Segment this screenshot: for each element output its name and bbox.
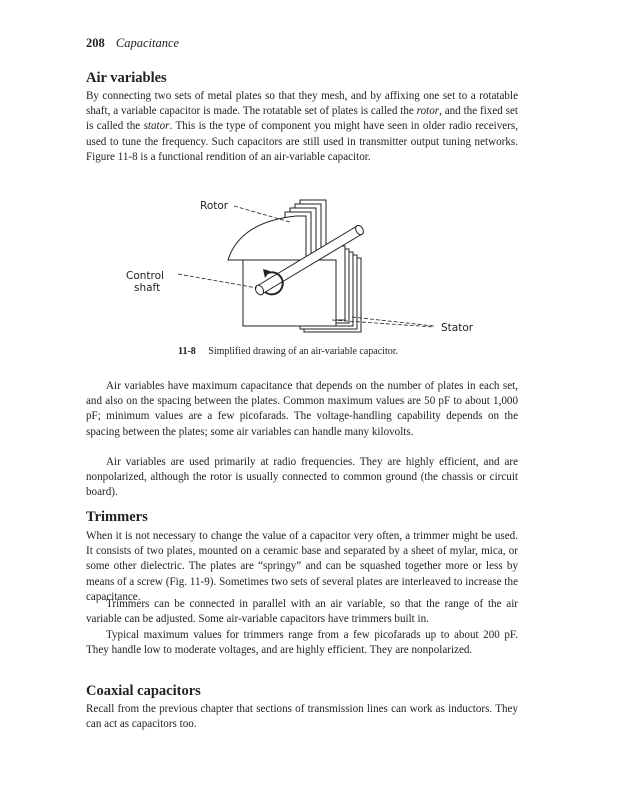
section-heading-air-variables: Air variables bbox=[86, 70, 167, 86]
paragraph-air-variables-2: Air variables have maximum capacitance that depends on the number of plates in each set, and also on the spacing between the plates. Common maximum values are 50 pF to about 1,000 pF; minimum values are a few picofarads. The voltage-handling capability depends on the spacing between the plates; some air variables can handle many kilovolts. bbox=[86, 380, 518, 438]
paragraph-trimmers-3: Typical maximum values for trimmers range from a few picofarads up to about 200 pF. They handle low to moderate voltages, and are highly efficient. They are nonpolarized. bbox=[86, 629, 518, 657]
caption-text: Simplified drawing of an air-variable capacitor. bbox=[208, 346, 399, 357]
label-shaft: shaft bbox=[134, 282, 161, 294]
figure-air-variable-capacitor bbox=[100, 190, 500, 340]
rotor-plate-front bbox=[228, 216, 306, 260]
paragraph-air-variables-1: By connecting two sets of metal plates so that they mesh, and by affixing one set to a rotatable shaft, a variable capacitor is made. The rotatable set of plates is called the rotor, and the fixed set is called the stator. This is the type of component you might have seen in older radio receivers, used to tune the frequency. Such capacitors are still used in transmitter output tuning networks. Figure 11-8 is a functional rendition of an air-variable capacitor. bbox=[86, 90, 518, 163]
label-stator: Stator bbox=[441, 322, 474, 334]
paragraph-coaxial-1: Recall from the previous chapter that sections of transmission lines can work as inductors. They can act as capacitors too. bbox=[86, 703, 518, 731]
leader-line-rotor bbox=[234, 206, 290, 222]
figure-caption bbox=[178, 346, 398, 357]
section-heading-trimmers: Trimmers bbox=[86, 509, 148, 525]
label-control: Control bbox=[126, 270, 164, 282]
paragraph-trimmers-1: When it is not necessary to change the value of a capacitor very often, a trimmer might be used. It consists of two plates, mounted on a ceramic base and separated by a sheet of mylar, mica, or some other dielectric. The plates are “springy” and can be squashed together more or less by means of a screw (Fig. 11-9). Sometimes two sets of several plates are interleaved to increase the capacitance. bbox=[86, 530, 518, 603]
running-head bbox=[86, 36, 179, 51]
page-number: 208 bbox=[86, 36, 105, 50]
leader-line-stator bbox=[352, 317, 434, 326]
label-rotor: Rotor bbox=[200, 200, 229, 212]
chapter-title: Capacitance bbox=[115, 36, 180, 50]
caption-number: 11-8 bbox=[178, 346, 196, 357]
section-heading-coaxial-capacitors: Coaxial capacitors bbox=[86, 683, 201, 699]
paragraph-air-variables-3: Air variables are used primarily at radio frequencies. They are highly efficient, and are nonpolarized, although the rotor is usually connected to common ground (the chassis or circuit board). bbox=[86, 456, 518, 499]
term-stator: stator bbox=[143, 120, 170, 133]
paragraph-trimmers-2: Trimmers can be connected in parallel with an air variable, so that the range of the air variable can be adjusted. Some air-variable capacitors have trimmers built in. bbox=[86, 598, 518, 626]
term-rotor: rotor bbox=[416, 105, 440, 118]
